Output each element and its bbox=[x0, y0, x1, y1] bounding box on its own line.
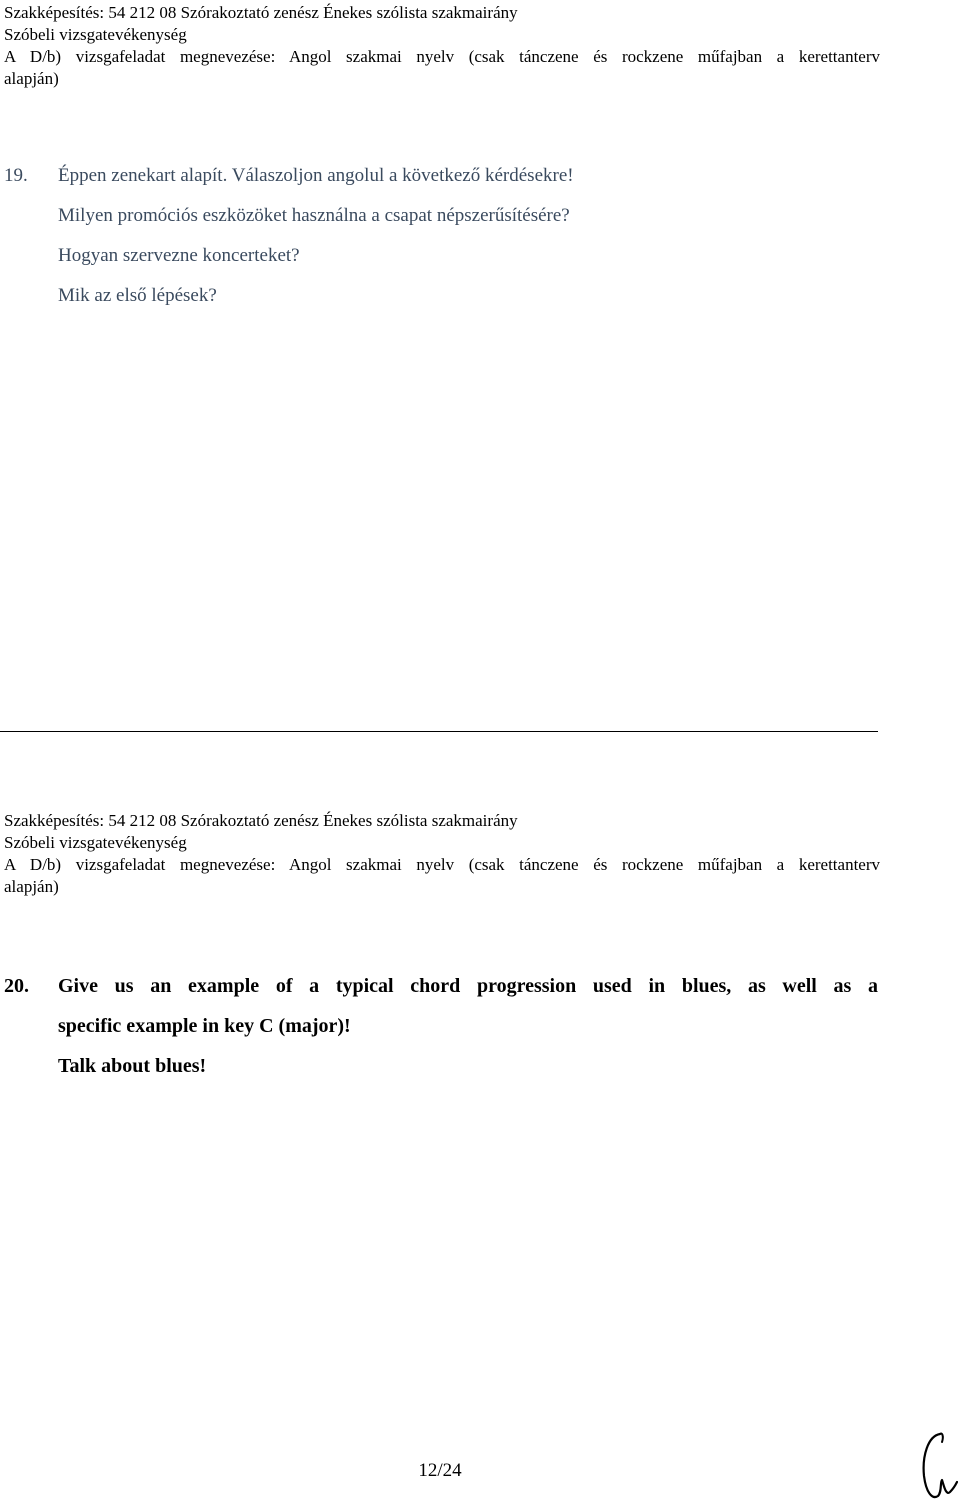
header-qualification: Szakképesítés: 54 212 08 Szórakoztató zenész Énekes szólista szakmairány bbox=[4, 811, 518, 830]
question-number: 20. bbox=[4, 975, 29, 997]
question-line: Milyen promóciós eszközöket használna a csapat népszerűsítésére? bbox=[58, 205, 570, 226]
page-number: 12/24 bbox=[418, 1460, 462, 1481]
header-exam-type: Szóbeli vizsgatevékenység bbox=[4, 25, 187, 44]
question-20 bbox=[4, 966, 878, 1086]
question-19 bbox=[4, 156, 878, 316]
question-line: Mik az első lépések? bbox=[58, 285, 217, 306]
question-line: Talk about blues! bbox=[58, 1055, 207, 1077]
header-task-name: A D/b) vizsgafeladat megnevezése: Angol szakmai nyelv (csak tánczene és rockzene műfajban a kerettanterv bbox=[4, 47, 880, 66]
header-task-name: A D/b) vizsgafeladat megnevezése: Angol szakmai nyelv (csak tánczene és rockzene műfajban a kerettanterv bbox=[4, 855, 880, 874]
header-qualification: Szakképesítés: 54 212 08 Szórakoztató zenész Énekes szólista szakmairány bbox=[4, 3, 518, 22]
page-divider bbox=[0, 731, 878, 732]
header-exam-type: Szóbeli vizsgatevékenység bbox=[4, 833, 187, 852]
question-line: Hogyan szervezne koncerteket? bbox=[58, 245, 300, 266]
page-header-top bbox=[4, 2, 880, 90]
question-number: 19. bbox=[4, 165, 28, 186]
question-line: specific example in key C (major)! bbox=[58, 1015, 351, 1037]
header-task-name-continued: alapján) bbox=[4, 69, 59, 88]
question-line: Give us an example of a typical chord progression used in blues, as well as a bbox=[58, 975, 878, 997]
question-line: Éppen zenekart alapít. Válaszoljon angolul a következő kérdésekre! bbox=[58, 165, 574, 186]
page-header-bottom bbox=[4, 810, 880, 898]
header-task-name-continued: alapján) bbox=[4, 877, 59, 896]
signature-mark bbox=[918, 1426, 958, 1504]
